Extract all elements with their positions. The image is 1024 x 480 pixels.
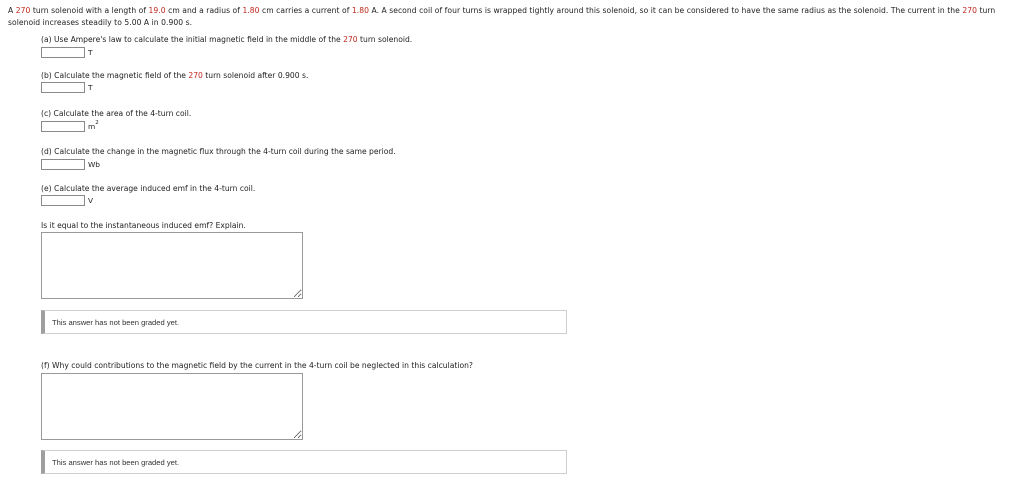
answer-d-input[interactable]	[41, 159, 85, 170]
question-f: (f) Why could contributions to the magnetic field by the current in the 4-turn coil be neglected in this calculation?	[41, 361, 473, 370]
answer-b-row	[41, 81, 93, 94]
answer-a-input[interactable]	[41, 47, 85, 58]
grade-status-text: This answer has not been graded yet.	[52, 318, 180, 327]
grade-status-text-f: This answer has not been graded yet.	[52, 458, 180, 467]
answer-b-input[interactable]	[41, 82, 85, 93]
question-c: (c) Calculate the area of the 4-turn coil.	[41, 109, 192, 118]
question-a-turns: 270	[343, 35, 358, 44]
question-b-text: (b) Calculate the magnetic field of the	[41, 71, 189, 80]
answer-f-textarea[interactable]	[41, 373, 303, 440]
intro-text: turn solenoid with a length of	[30, 6, 149, 15]
explain-textarea[interactable]	[41, 232, 303, 299]
turns-value-2: 270	[962, 6, 977, 15]
grade-status-box	[41, 310, 567, 334]
question-b-turns: 270	[188, 71, 203, 80]
answer-d-row	[41, 158, 100, 171]
answer-a-unit: T	[88, 48, 93, 57]
grade-status-box-f	[41, 450, 567, 474]
answer-e-input[interactable]	[41, 195, 85, 206]
answer-c-row	[41, 120, 99, 133]
question-a-text: (a) Use Ampere's law to calculate the initial magnetic field in the middle of the	[41, 35, 344, 44]
turns-value: 270	[15, 6, 31, 15]
question-e: (e) Calculate the average induced emf in the 4-turn coil.	[41, 184, 256, 193]
answer-c-unit-base: m	[88, 122, 96, 131]
intro-text: cm carries a current of	[259, 6, 352, 15]
question-a	[41, 35, 412, 45]
answer-e-row	[41, 194, 93, 207]
intro-text: A	[8, 6, 16, 15]
answer-c-unit-exponent: 2	[95, 120, 99, 126]
intro-text: A. A second coil of four turns is wrapped tightly around this solenoid, so it can be considered to have the same radius as the solenoid. The current in the	[369, 6, 963, 15]
question-b-text-end: turn solenoid after 0.900 s.	[202, 71, 309, 80]
answer-c-input[interactable]	[41, 121, 85, 132]
question-b	[41, 71, 308, 81]
answer-b-unit: T	[88, 83, 93, 92]
answer-d-unit: Wb	[88, 160, 100, 169]
problem-statement	[8, 5, 1020, 29]
intro-text: cm and a radius of	[165, 6, 243, 15]
length-value: 19.0	[148, 6, 166, 15]
answer-c-unit	[88, 122, 99, 131]
intro-text: turn solenoid increases steadily to 5.00 A in 0.900 s.	[8, 6, 996, 27]
question-explain: Is it equal to the instantaneous induced emf? Explain.	[41, 221, 246, 230]
question-d: (d) Calculate the change in the magnetic flux through the 4-turn coil during the same period.	[41, 147, 396, 156]
current-value: 1.80	[351, 6, 370, 15]
answer-a-row	[41, 46, 93, 59]
question-a-text-end: turn solenoid.	[357, 35, 413, 44]
radius-value: 1.80	[242, 6, 260, 15]
answer-e-unit: V	[88, 196, 94, 205]
